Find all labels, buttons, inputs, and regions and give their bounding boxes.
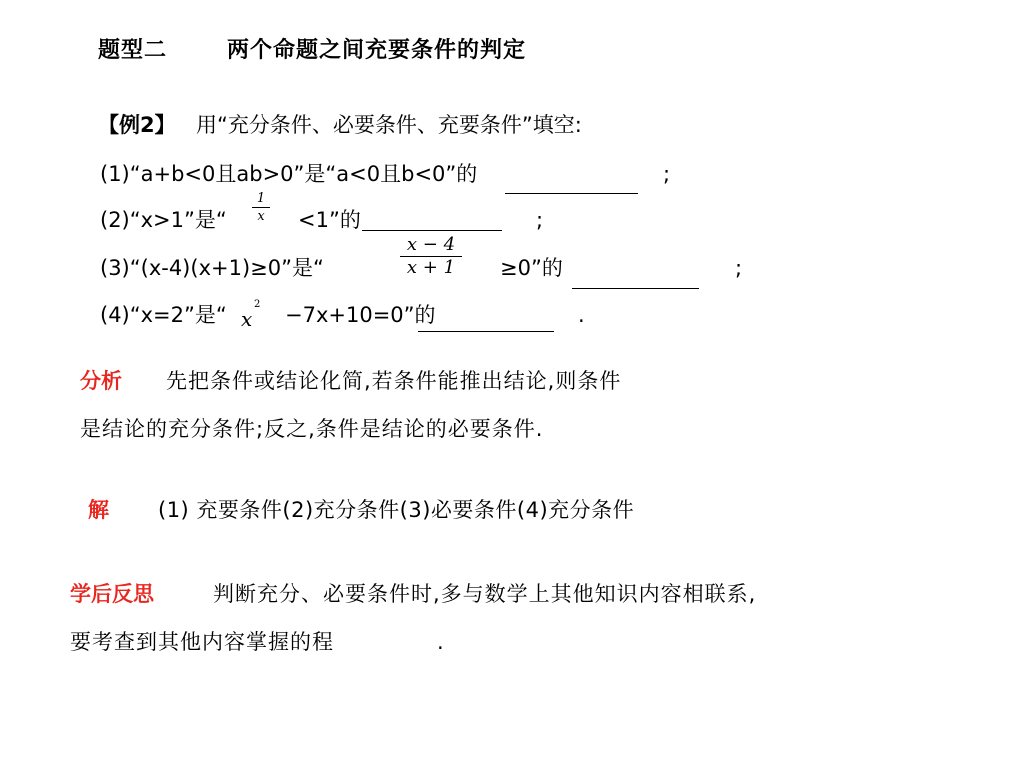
question-2-end: ; [536, 208, 544, 232]
question-1-end: ; [663, 162, 671, 186]
question-2-blank[interactable] [362, 230, 502, 231]
question-4-pre: (4)“x=2”是“ [100, 303, 227, 327]
question-1-blank[interactable] [505, 193, 638, 194]
question-4-exponent: 2 [254, 299, 261, 310]
question-2-pre: (2)“x>1”是“ [100, 208, 227, 232]
analysis-line-2: 是结论的充分条件;反之,条件是结论的必要条件. [80, 417, 544, 441]
fraction-bar [252, 207, 270, 208]
question-3-fraction [400, 236, 462, 277]
heading-label: 题型二 [98, 38, 168, 63]
question-4-variable: x [241, 307, 253, 331]
question-3-fraction-numerator: x − 4 [406, 234, 456, 255]
reflection-line-1: 判断充分、必要条件时,多与数学上其他知识内容相联系, [213, 582, 757, 606]
question-3-post: ≥0”的 [500, 256, 563, 280]
reflection-end: . [437, 630, 444, 654]
example-label: 【例2】 [98, 113, 176, 137]
question-3-fraction-denominator: x + 1 [406, 257, 456, 278]
question-2-fraction [252, 192, 270, 223]
question-2-post: <1”的 [298, 208, 361, 232]
question-4-end: . [578, 303, 585, 327]
reflection-line-2: 要考查到其他内容掌握的程 [70, 630, 334, 654]
example-instruction: 用“充分条件、必要条件、充要条件”填空: [196, 113, 582, 137]
question-2-fraction-numerator: 1 [256, 191, 266, 206]
question-3-pre: (3)“(x-4)(x+1)≥0”是“ [100, 256, 324, 280]
reflection-label: 学后反思 [70, 582, 154, 606]
analysis-line-1: 先把条件或结论化简,若条件能推出结论,则条件 [166, 369, 622, 393]
solution-label: 解 [88, 498, 109, 522]
question-2-fraction-denominator: x [257, 209, 265, 224]
solution-text: (1) 充要条件(2)充分条件(3)必要条件(4)充分条件 [158, 498, 635, 522]
question-4-post: −7x+10=0”的 [285, 303, 436, 327]
question-3-blank[interactable] [572, 288, 699, 289]
analysis-label: 分析 [80, 369, 122, 393]
question-1-text: (1)“a+b<0且ab>0”是“a<0且b<0”的 [100, 162, 478, 186]
heading-title: 两个命题之间充要条件的判定 [227, 38, 527, 63]
question-3-end: ; [735, 256, 743, 280]
question-4-blank[interactable] [418, 331, 554, 332]
